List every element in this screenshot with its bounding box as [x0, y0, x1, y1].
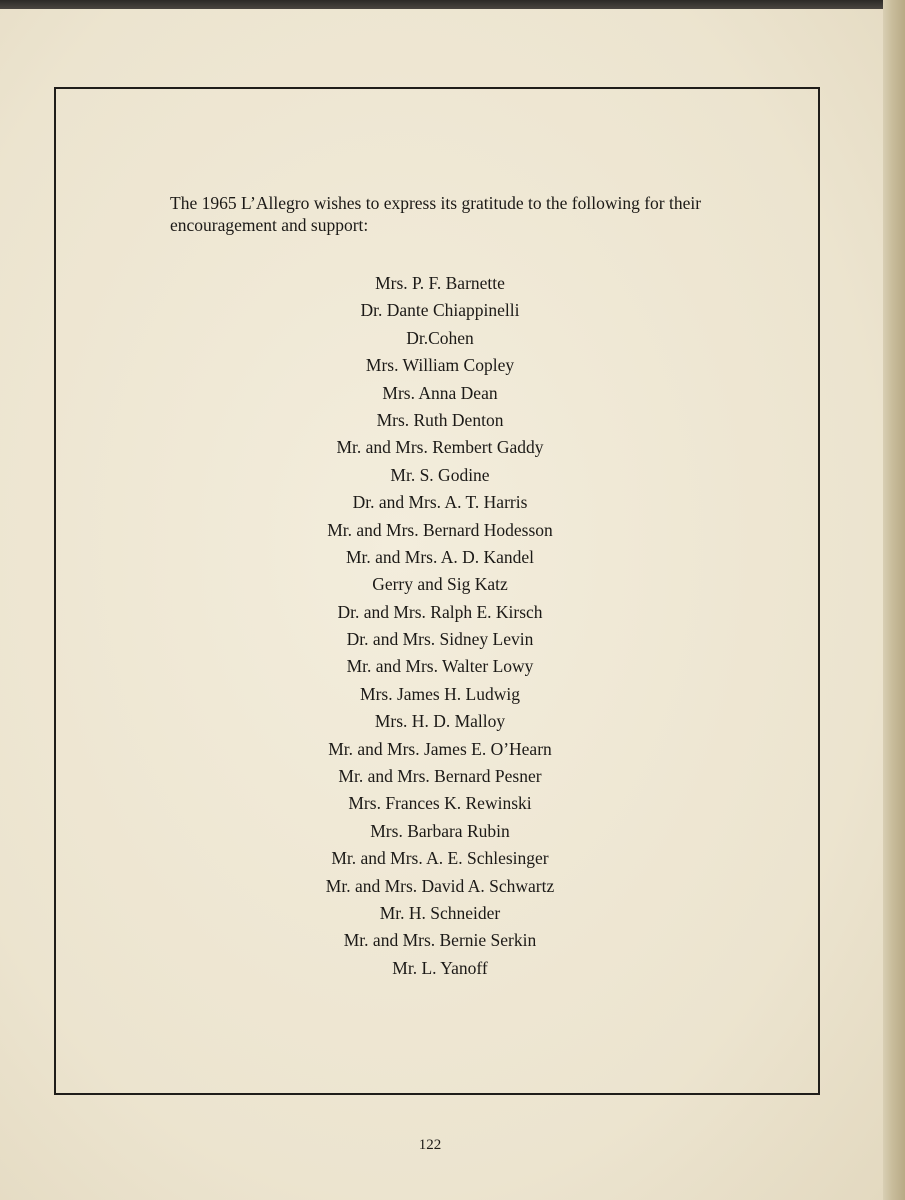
- supporter-name: Dr.Cohen: [406, 327, 474, 348]
- supporter-name: Mr. and Mrs. Bernie Serkin: [343, 930, 537, 951]
- supporter-name: Mr. and Mrs. James E. O’Hearn: [328, 738, 552, 759]
- supporter-name: Mr. S. Godine: [390, 464, 490, 485]
- supporter-name: Dr. and Mrs. A. T. Harris: [352, 492, 528, 513]
- page-binding-edge: [883, 0, 905, 1200]
- supporter-name: Gerry and Sig Katz: [372, 574, 508, 595]
- supporter-name: Mr. H. Schneider: [379, 902, 501, 923]
- supporters-list: [200, 270, 680, 982]
- acknowledgement-intro: The 1965 L’Allegro wishes to express its gratitude to the following for their encouragement and support:: [170, 193, 702, 235]
- supporter-name: Dr. and Mrs. Sidney Levin: [346, 629, 534, 650]
- supporter-name: Mr. and Mrs. A. D. Kandel: [345, 546, 535, 567]
- supporter-name: Mr. and Mrs. Bernard Hodesson: [327, 519, 553, 540]
- page-number: 122: [418, 1137, 442, 1153]
- supporter-name: Mrs. Anna Dean: [382, 382, 498, 403]
- supporter-name: Mr. and Mrs. Walter Lowy: [346, 656, 534, 677]
- supporter-name: Dr. and Mrs. Ralph E. Kirsch: [337, 601, 543, 622]
- supporter-name: Mr. and Mrs. Bernard Pesner: [338, 766, 542, 787]
- supporter-name: Mr. and Mrs. David A. Schwartz: [325, 875, 555, 896]
- supporter-name: Mrs. William Copley: [365, 355, 515, 376]
- supporter-name: Mr. L. Yanoff: [392, 957, 488, 978]
- supporter-name: Mrs. Ruth Denton: [376, 409, 504, 430]
- supporter-name: Mrs. Barbara Rubin: [370, 820, 510, 841]
- supporter-name: Mr. and Mrs. Rembert Gaddy: [336, 437, 544, 458]
- supporter-name: Mrs. P. F. Barnette: [375, 273, 505, 293]
- supporter-name: Mr. and Mrs. A. E. Schlesinger: [331, 848, 549, 869]
- supporter-name: Mrs. James H. Ludwig: [360, 683, 520, 704]
- supporter-name: Dr. Dante Chiappinelli: [360, 300, 520, 321]
- supporter-name: Mrs. Frances K. Rewinski: [348, 793, 532, 814]
- page-top-edge: [0, 0, 905, 9]
- supporter-name: Mrs. H. D. Malloy: [374, 711, 506, 732]
